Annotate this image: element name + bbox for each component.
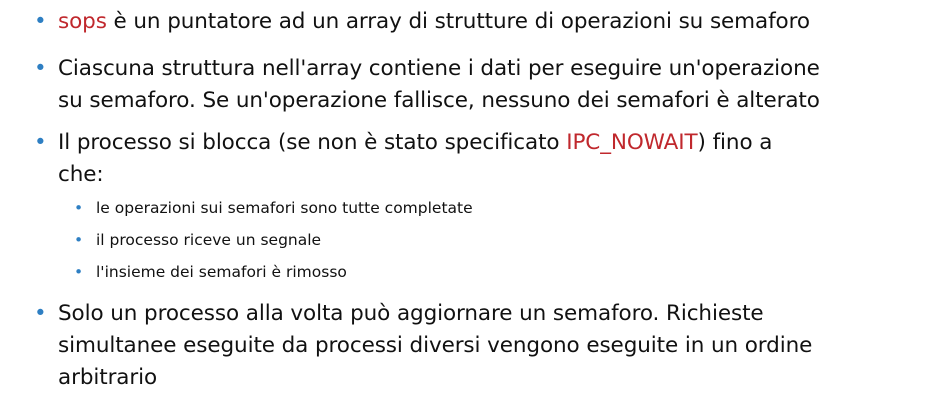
bullet-text-line: Solo un processo alla volta può aggiornare un semaforo. Richieste — [58, 301, 764, 326]
sub-bullet-item: • le operazioni sui semafori sono tutte completate — [74, 199, 473, 217]
bullet-dot-icon: • — [34, 130, 47, 155]
bullet-text: è un puntatore ad un array di strutture di operazioni su semaforo — [106, 9, 810, 34]
bullet-item-blocca — [34, 127, 918, 191]
sub-bullet-item: • il processo riceve un segnale — [74, 231, 322, 249]
bullet-item-sops — [34, 6, 918, 38]
bullet-text-line: simultanee eseguite da processi diversi vengono eseguite in un ordine — [58, 333, 813, 358]
sub-bullet-dot-icon: • — [74, 231, 84, 249]
bullet-text-line: su semaforo. Se un'operazione fallisce, nessuno dei semafori è alterato — [58, 88, 820, 113]
bullet-dot-icon: • — [34, 9, 47, 34]
bullet-dot-icon: • — [34, 301, 47, 326]
bullet-text-line: che: — [58, 162, 104, 187]
bullet-item-solo-un-processo — [34, 298, 918, 394]
sub-bullet-dot-icon: • — [74, 199, 84, 217]
sub-bullet-item: • l'insieme dei semafori è rimosso — [74, 263, 347, 281]
keyword-sops: sops — [58, 9, 107, 34]
bullet-dot-icon: • — [34, 56, 47, 81]
bullet-text-line: Ciascuna struttura nell'array contiene i dati per eseguire un'operazione — [58, 56, 820, 81]
bullet-text-line: Il processo si blocca (se non è stato specificato IPC_NOWAIT) fino a — [58, 130, 773, 155]
bullet-text-line: arbitrario — [58, 365, 158, 390]
keyword-ipc-nowait: IPC_NOWAIT — [566, 130, 698, 155]
bullet-item-struttura — [34, 53, 918, 117]
sub-bullet-dot-icon: • — [74, 263, 84, 281]
